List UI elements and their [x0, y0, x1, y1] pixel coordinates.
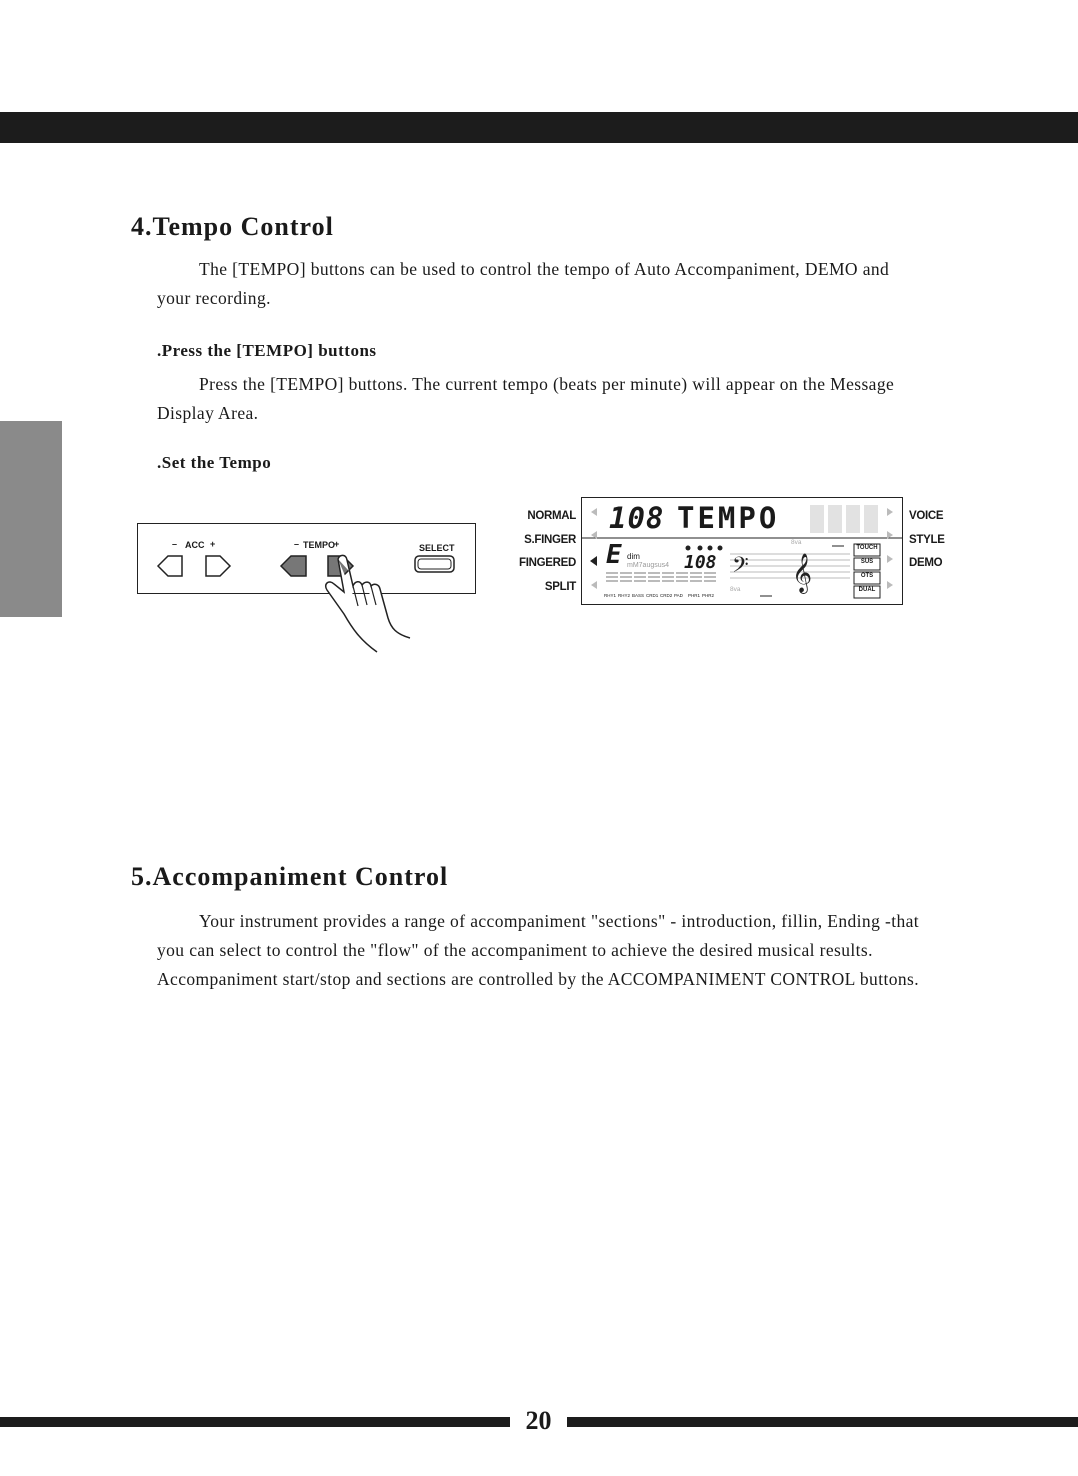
page-number: 20	[525, 1406, 552, 1435]
treble-clef-icon: 𝄞	[792, 553, 813, 593]
track-label: RHY1	[604, 593, 617, 598]
acc-plus-button	[206, 556, 230, 576]
indicator-touch: TOUCH	[856, 545, 878, 551]
lcd-small-value: 108	[684, 552, 717, 573]
acc-minus-button	[158, 556, 182, 576]
track-label: CRD1	[646, 593, 659, 598]
lcd-chord-types: mM7augsus4	[627, 562, 670, 569]
tempo-label: TEMPO	[303, 540, 336, 550]
section-4-heading: 4.Tempo Control	[131, 212, 334, 241]
track-label: PHR1	[688, 593, 701, 598]
tempo-minus: –	[294, 539, 300, 549]
lcd-label-style: STYLE	[909, 534, 945, 546]
footer-bar-right	[567, 1417, 1078, 1427]
lcd-message: TEMPO	[677, 501, 780, 535]
tempo-plus: +	[334, 539, 340, 549]
acc-minus: –	[172, 539, 178, 549]
panel-buttons	[138, 524, 475, 593]
acc-plus: +	[210, 539, 216, 549]
select-button	[415, 556, 454, 572]
lcd-label-sfinger: S.FINGER	[524, 534, 576, 546]
lcd-label-split: SPLIT	[544, 581, 576, 593]
lcd-chord-letter: E	[606, 540, 622, 570]
lcd-tempo-value: 108	[609, 501, 665, 535]
side-tab	[0, 421, 62, 617]
indicator-sus: SUS	[860, 559, 874, 565]
control-panel-illustration	[137, 523, 476, 594]
lcd-display	[581, 497, 903, 605]
select-label: SELECT	[419, 543, 455, 553]
section-4-intro: The [TEMPO] buttons can be used to control the tempo of Auto Accompaniment, DEMO and your recording.	[157, 259, 890, 308]
section-5-heading: 5.Accompaniment Control	[131, 862, 449, 891]
lcd-chord-dim: dim	[627, 552, 640, 561]
set-tempo-subheading: .Set the Tempo	[157, 453, 272, 472]
lcd-label-demo: DEMO	[909, 557, 943, 569]
acc-label: ACC	[185, 540, 205, 550]
lcd-octave-top: 8va	[791, 539, 802, 546]
lcd-octave-bottom: 8va	[730, 586, 741, 593]
track-labels	[604, 593, 724, 598]
lcd-label-voice: VOICE	[909, 510, 944, 522]
footer-bar-left	[0, 1417, 510, 1427]
indicator-dual: DUAL	[858, 587, 876, 593]
track-label: PAD	[674, 593, 683, 598]
track-label: BASS	[632, 593, 645, 598]
header-bar	[0, 112, 1078, 143]
hand-pointer-icon	[320, 548, 420, 654]
track-label: RHY2	[618, 593, 631, 598]
lcd-label-normal: NORMAL	[527, 510, 576, 522]
press-tempo-text: Press the [TEMPO] buttons. The current tempo (beats per minute) will appear on the Message Display Area.	[157, 374, 895, 423]
bass-clef-icon: 𝄢	[732, 553, 749, 583]
track-label: CRD2	[660, 593, 673, 598]
track-label: PHR2	[702, 593, 715, 598]
section-5-text: Your instrument provides a range of accompaniment "sections" - introduction, fillin, Ending -that you can select to control the "flow" of the accompaniment to achieve the desired musical results. Accompaniment start/stop and sections are controlled by the ACCOMPANIMENT CONTROL buttons.	[157, 911, 920, 989]
press-tempo-subheading: .Press the [TEMPO] buttons	[157, 341, 377, 360]
lcd-label-fingered: FINGERED	[518, 557, 576, 569]
tempo-minus-button	[281, 556, 306, 576]
indicator-ots: OTS	[860, 573, 874, 579]
